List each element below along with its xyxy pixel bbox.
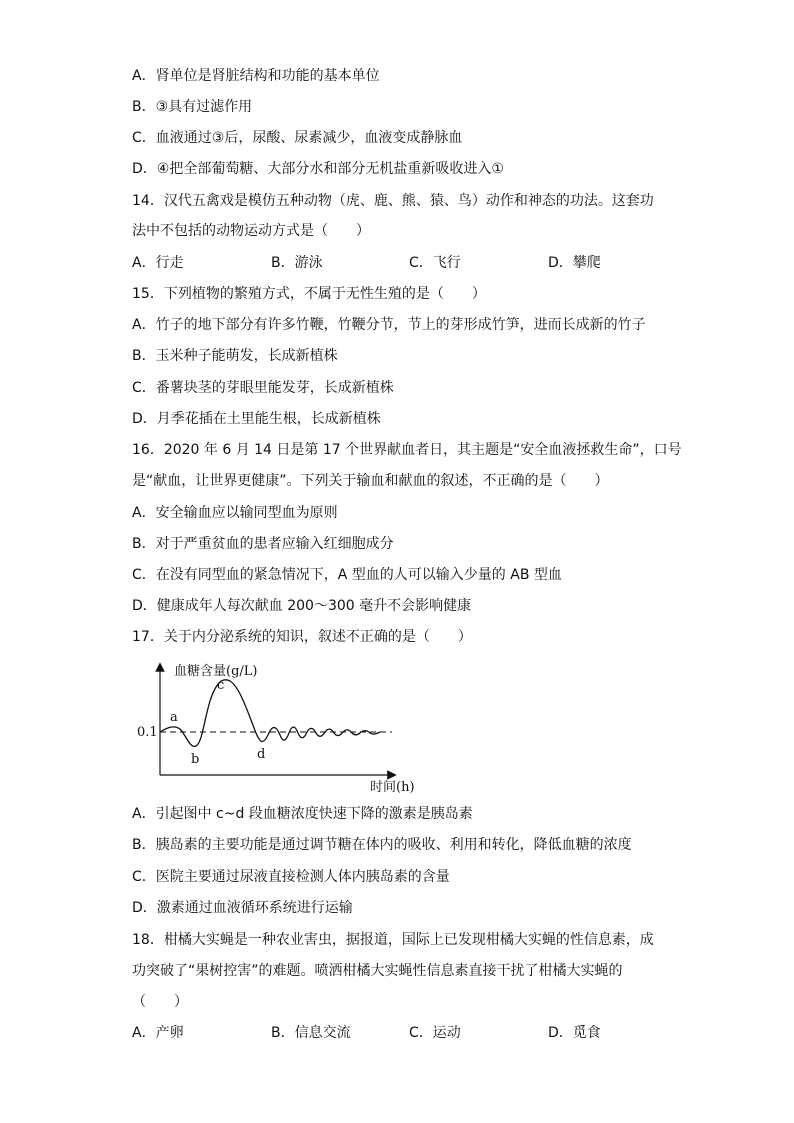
y-axis-label: 血糖含量(g/L) bbox=[174, 664, 258, 679]
reference-value-label: 0.1 bbox=[137, 725, 158, 740]
q17-stem: 17．关于内分泌系统的知识，叙述不正确的是（ ） bbox=[132, 629, 472, 645]
q17-option-c: C．医院主要通过尿液直接检测人体内胰岛素的含量 bbox=[132, 869, 450, 885]
q13-option-d: D．④把全部葡萄糖、大部分水和部分无机盐重新吸收进入① bbox=[132, 161, 504, 177]
q18-stem-line1: 18．柑橘大实蝇是一种农业害虫，据报道，国际上已发现柑橘大实蝇的性信息素，成 bbox=[132, 932, 654, 948]
q15-option-b: B．玉米种子能萌发，长成新植株 bbox=[132, 348, 338, 364]
point-label-c: c bbox=[217, 678, 225, 693]
q14-option-b: B．游泳 bbox=[271, 255, 323, 271]
q17-option-d: D．激素通过血液循环系统进行运输 bbox=[132, 900, 353, 916]
q14-option-c: C．飞行 bbox=[409, 255, 461, 271]
q16-option-a: A．安全输血应以输同型血为原则 bbox=[132, 505, 338, 521]
q17-option-a: A．引起图中 c~d 段血糖浓度快速下降的激素是胰岛素 bbox=[132, 806, 473, 822]
glucose-curve bbox=[160, 680, 380, 747]
q14-stem-line2: 法中不包括的动物运动方式是（ ） bbox=[132, 223, 370, 239]
q13-option-a: A．肾单位是肾脏结构和功能的基本单位 bbox=[132, 68, 380, 84]
q13-option-b: B．③具有过滤作用 bbox=[132, 99, 253, 115]
blood-glucose-chart bbox=[130, 655, 430, 795]
point-label-b: b bbox=[191, 752, 200, 767]
q16-stem-line1: 16．2020 年 6 月 14 日是第 17 个世界献血者日，其主题是“安全血液拯救生命”，口号 bbox=[132, 442, 682, 458]
point-label-d: d bbox=[257, 747, 266, 762]
q15-option-d: D．月季花插在土里能生根，长成新植株 bbox=[132, 411, 381, 427]
q18-stem-line3: （ ） bbox=[132, 994, 188, 1010]
q17-option-b: B．胰岛素的主要功能是通过调节糖在体内的吸收、利用和转化，降低血糖的浓度 bbox=[132, 837, 632, 853]
q18-option-c: C．运动 bbox=[409, 1025, 461, 1041]
q18-option-d: D．觅食 bbox=[548, 1025, 601, 1041]
q16-stem-line2: 是“献血，让世界更健康”。下列关于输血和献血的叙述，不正确的是（ ） bbox=[132, 473, 609, 489]
q16-option-d: D．健康成年人每次献血 200～300 毫升不会影响健康 bbox=[132, 598, 472, 614]
q14-option-d: D．攀爬 bbox=[548, 255, 601, 271]
q15-option-c: C．番薯块茎的芽眼里能发芽，长成新植株 bbox=[132, 380, 394, 396]
q18-option-a: A．产卵 bbox=[132, 1025, 184, 1041]
q18-stem-line2: 功突破了“果树控害”的难题。喷洒柑橘大实蝇性信息素直接干扰了柑橘大实蝇的 bbox=[132, 963, 623, 979]
q15-stem: 15．下列植物的繁殖方式，不属于无性生殖的是（ ） bbox=[132, 286, 486, 302]
q15-option-a: A．竹子的地下部分有许多竹鞭，竹鞭分节，节上的芽形成竹笋，进而长成新的竹子 bbox=[132, 317, 646, 333]
q18-option-b: B．信息交流 bbox=[271, 1025, 351, 1041]
point-label-a: a bbox=[170, 710, 178, 725]
q16-option-b: B．对于严重贫血的患者应输入红细胞成分 bbox=[132, 536, 394, 552]
q14-stem-line1: 14．汉代五禽戏是模仿五种动物（虎、鹿、熊、猿、鸟）动作和神态的功法。这套功 bbox=[132, 193, 654, 209]
q14-option-a: A．行走 bbox=[132, 255, 184, 271]
q16-option-c: C．在没有同型血的紧急情况下，A 型血的人可以输入少量的 AB 型血 bbox=[132, 567, 562, 583]
q13-option-c: C．血液通过③后，尿酸、尿素减少，血液变成静脉血 bbox=[132, 130, 463, 146]
x-axis-label: 时间(h) bbox=[370, 780, 415, 795]
